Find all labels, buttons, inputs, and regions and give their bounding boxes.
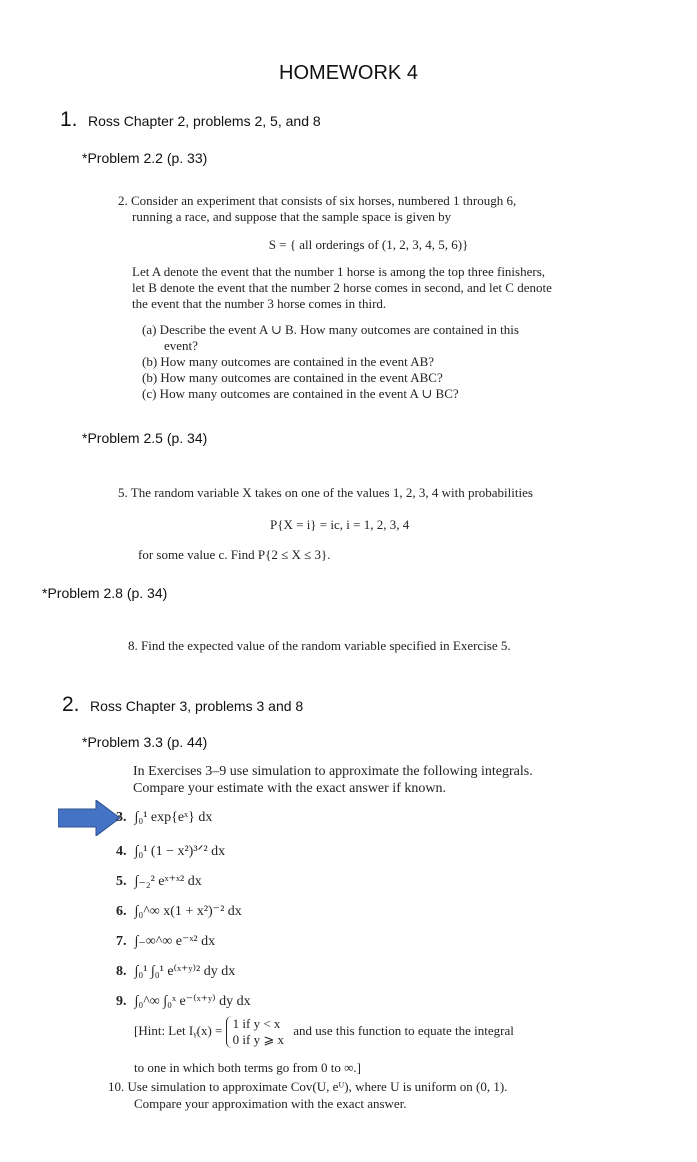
problem-2-5-question: for some value c. Find P{2 ≤ X ≤ 3}. (138, 547, 331, 562)
list-item: (b) How many outcomes are contained in the event AB? (142, 354, 435, 369)
text-line: In Exercises 3–9 use simulation to approximate the following integrals. (133, 764, 533, 779)
item-number: 9. (116, 994, 127, 1009)
exercise-item (116, 843, 225, 860)
problem-2-8-text: 8. Find the expected value of the random variable specified in Exercise 5. (128, 638, 511, 653)
item-number: 3. (116, 810, 127, 825)
integral-expression: ∫₀¹ exp{eˣ} dx (134, 810, 213, 825)
case-line: 0 if y ⩾ x (232, 1032, 284, 1047)
integral-expression: ∫₋₂² eˣ⁺ˣ² dx (134, 874, 202, 889)
problem-2-2-body (132, 264, 632, 312)
problem-3-3-intro (133, 763, 613, 797)
integral-expression: ∫₋∞^∞ e⁻ˣ² dx (134, 934, 216, 949)
text-line: let B denote the event that the number 2 horse comes in second, and let C denote (132, 280, 552, 295)
problem-2-5-label: *Problem 2.5 (p. 34) (82, 430, 208, 446)
exercise-item-10 (108, 1078, 628, 1112)
exercise-item (116, 903, 242, 920)
problem-2-2-parts (142, 322, 632, 402)
section-heading-text: Ross Chapter 3, problems 3 and 8 (89, 698, 304, 714)
problem-2-2-text (118, 193, 628, 225)
text-line: Compare your estimate with the exact answer if known. (133, 781, 446, 796)
hint-block (134, 1016, 614, 1048)
problem-3-3-label: *Problem 3.3 (p. 44) (82, 734, 208, 750)
item-number: 6. (116, 904, 127, 919)
equation-probability: P{X = i} = ic, i = 1, 2, 3, 4 (270, 517, 410, 532)
section-number: 1. (60, 108, 78, 131)
piecewise-cases (226, 1016, 284, 1048)
text-line: 2. Consider an experiment that consists of six horses, numbered 1 through 6, (118, 193, 517, 208)
integral-expression: ∫₀^∞ x(1 + x²)⁻² dx (134, 904, 242, 919)
text-line: the event that the number 3 horse comes in third. (132, 296, 387, 311)
page-title: HOMEWORK 4 (279, 62, 418, 84)
exercise-item (116, 963, 235, 980)
text-line: 10. Use simulation to approximate Cov(U, eᵁ), where U is uniform on (0, 1). (108, 1079, 508, 1094)
exercise-item (116, 933, 215, 950)
section-number: 2. (62, 693, 80, 716)
item-number: 5. (116, 874, 127, 889)
section-2-heading (62, 693, 303, 717)
exercise-item (116, 873, 202, 890)
hint-line-2: to one in which both terms go from 0 to ∞.] (134, 1060, 361, 1075)
list-item: (c) How many outcomes are contained in the event A ∪ BC? (142, 386, 459, 401)
hint-prefix: [Hint: Let Iᵧ(x) = (134, 1022, 223, 1038)
item-number: 8. (116, 964, 127, 979)
list-item: event? (164, 338, 198, 353)
hint-suffix: and use this function to equate the integral (293, 1022, 514, 1038)
text-line: Let A denote the event that the number 1 horse is among the top three finishers, (132, 264, 546, 279)
problem-2-2-label: *Problem 2.2 (p. 33) (82, 150, 208, 166)
item-number: 4. (116, 844, 127, 859)
list-item: (b) How many outcomes are contained in the event ABC? (142, 370, 443, 385)
exercise-item (116, 993, 251, 1010)
integral-expression: ∫₀¹ (1 − x²)³ᐟ² dx (134, 844, 226, 859)
section-1-heading (60, 108, 321, 132)
section-heading-text: Ross Chapter 2, problems 2, 5, and 8 (87, 113, 321, 129)
right-arrow-icon (58, 800, 120, 836)
exercise-item (116, 810, 212, 826)
integral-expression: ∫₀¹ ∫₀¹ e⁽ˣ⁺ʸ⁾² dy dx (134, 964, 236, 979)
text-line: running a race, and suppose that the sample space is given by (132, 209, 452, 224)
text-line: Compare your approximation with the exact answer. (134, 1096, 407, 1111)
equation-sample-space: S = { all orderings of (1, 2, 3, 4, 5, 6)} (268, 237, 469, 252)
problem-2-5-text: 5. The random variable X takes on one of the values 1, 2, 3, 4 with probabilities (118, 485, 533, 500)
problem-2-8-label: *Problem 2.8 (p. 34) (42, 585, 168, 601)
list-item: (a) Describe the event A ∪ B. How many outcomes are contained in this (142, 322, 519, 337)
item-number: 7. (116, 934, 127, 949)
integral-expression: ∫₀^∞ ∫₀ˣ e⁻⁽ˣ⁺ʸ⁾ dy dx (134, 994, 251, 1009)
case-line: 1 if y < x (232, 1016, 281, 1031)
